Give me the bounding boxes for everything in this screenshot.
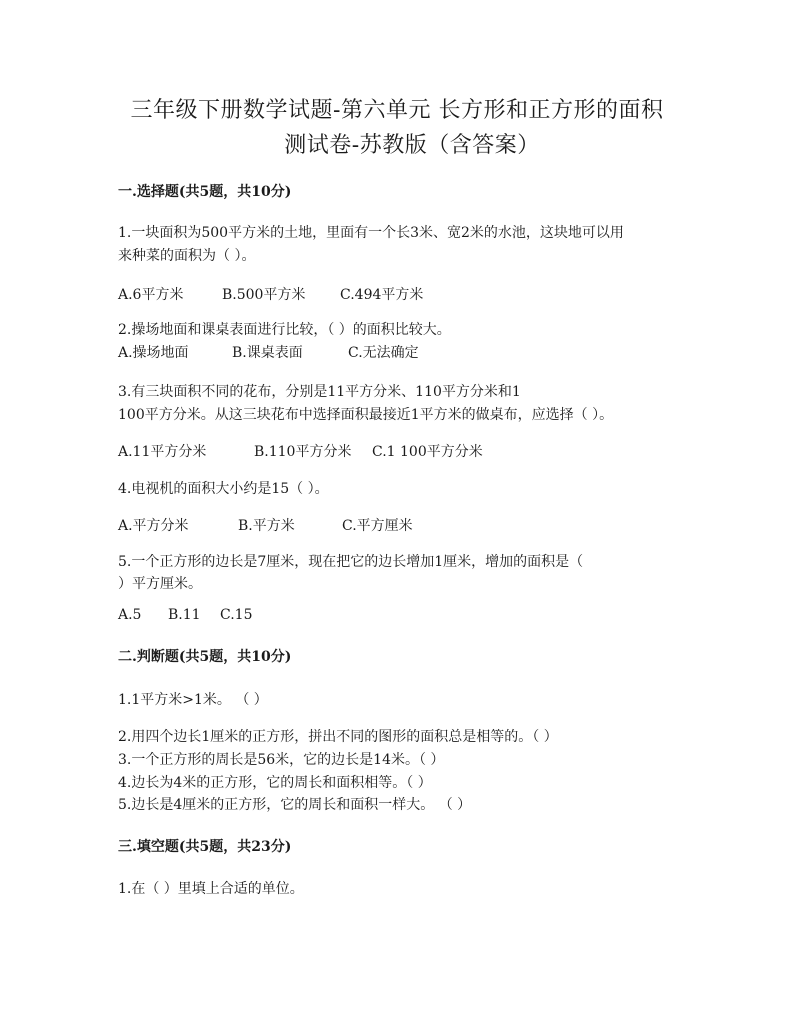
question-2-line-1: 2.操场地面和课桌表面进行比较，（ ）的面积比较大。 — [118, 322, 451, 338]
section-heading-judgment: 二.判断题(共5题，共10分) — [118, 649, 292, 665]
question-1-line-2: 来种菜的面积为（ ）。 — [118, 248, 256, 264]
question-3-options — [118, 441, 483, 461]
option-a: A.平方分米 — [118, 518, 189, 534]
option-b: B.11 — [168, 607, 201, 623]
option-b: B.110平方分米 — [254, 444, 352, 460]
option-c: C.15 — [220, 607, 253, 623]
question-2-options — [118, 342, 419, 362]
option-a: A.11平方分米 — [118, 444, 207, 460]
judgment-item-2: 2.用四个边长1厘米的正方形，拼出不同的图形的面积总是相等的。（ ） — [118, 729, 558, 745]
question-1-line-1: 1.一块面积为500平方米的土地，里面有一个长3米、宽2米的水池，这块地可以用 — [118, 225, 624, 241]
option-c: C.494平方米 — [340, 287, 424, 303]
question-4-options — [118, 515, 413, 535]
question-5-options — [118, 607, 252, 623]
question-5-line-2: ）平方厘米。 — [118, 576, 202, 592]
judgment-item-1: 1.1平方米>1米。 （ ） — [118, 692, 268, 708]
option-c: C.平方厘米 — [342, 518, 413, 534]
document-title-line-2: 测试卷-苏教版（含答案） — [284, 133, 540, 158]
fill-question-1: 1.在（ ）里填上合适的单位。 — [118, 881, 304, 897]
judgment-item-5: 5.边长是4厘米的正方形，它的周长和面积一样大。 （ ） — [118, 797, 472, 813]
option-a: A.操场地面 — [118, 345, 189, 361]
judgment-item-4: 4.边长为4米的正方形，它的周长和面积相等。（ ） — [118, 775, 432, 791]
document-title-line-1: 三年级下册数学试题-第六单元 长方形和正方形的面积 — [130, 98, 664, 123]
option-b: B.课桌表面 — [232, 345, 303, 361]
question-5-line-1: 5.一个正方形的边长是7厘米，现在把它的边长增加1厘米，增加的面积是（ — [118, 554, 584, 570]
option-a: A.6平方米 — [118, 287, 184, 303]
option-b: B.500平方米 — [222, 287, 306, 303]
question-1-options — [118, 284, 423, 304]
option-a: A.5 — [118, 607, 142, 623]
option-c: C.1 100平方分米 — [372, 444, 483, 460]
option-c: C.无法确定 — [348, 345, 419, 361]
option-b: B.平方米 — [238, 518, 295, 534]
section-heading-fill: 三.填空题(共5题，共23分) — [118, 839, 292, 855]
judgment-item-3: 3.一个正方形的周长是56米，它的边长是14米。（ ） — [118, 752, 445, 768]
question-4-line-1: 4.电视机的面积大小约是15（ ）。 — [118, 481, 329, 497]
section-heading-choice: 一.选择题(共5题，共10分) — [118, 184, 292, 200]
question-3-line-1: 3.有三块面积不同的花布，分别是11平方分米、110平方分米和1 — [118, 384, 521, 400]
question-3-line-2: 100平方分米。从这三块花布中选择面积最接近1平方米的做桌布，应选择（ ）。 — [118, 407, 614, 423]
